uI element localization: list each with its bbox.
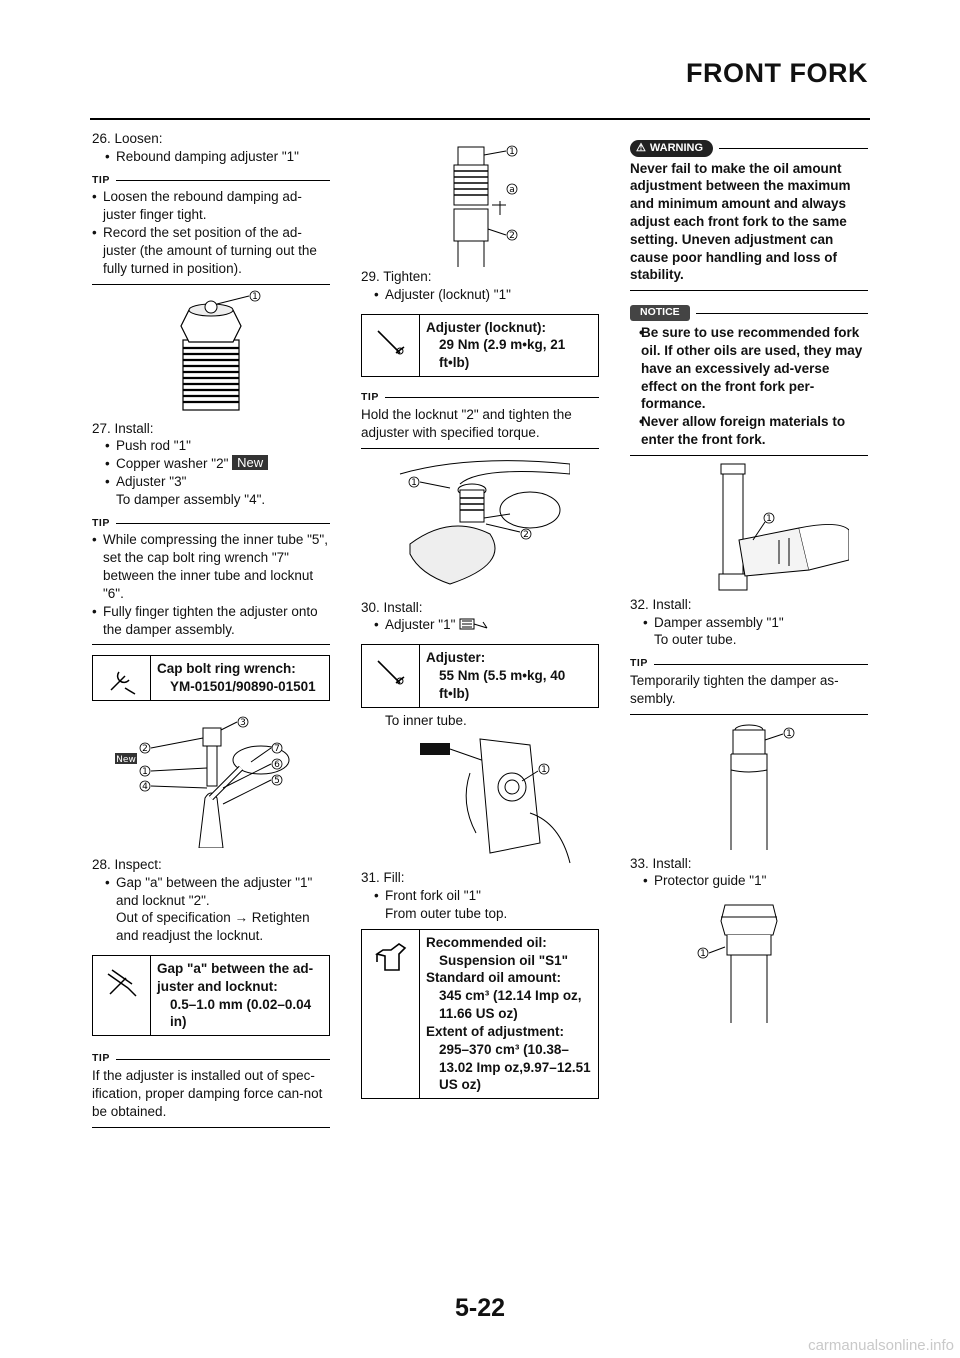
step-title: 29. Tighten: [361,269,432,284]
figure-fill-oil [630,456,868,596]
figure-damper-install [92,701,330,856]
step-bullet [96,455,330,473]
column-1 [92,130,330,1128]
warning-box [630,140,868,291]
spec-name: Adjuster: [426,650,486,666]
step-bullet: • Rebound damping adjuster "1" [96,148,330,166]
step-title: 33. Install: [630,855,692,871]
torque-wrench-icon [362,315,420,376]
step-bullet [365,616,599,634]
oil-can-icon [362,930,420,1098]
header-rule [90,118,870,120]
spec-label-amount: Standard oil amount: [426,970,561,986]
step-bullet: • Front fork oil "1" [365,887,599,905]
spec-value: 0.5–1.0 mm (0.02–0.04 in) [170,996,312,1030]
step-title: 31. Fill: [361,870,405,886]
tip-bullet: • Record the set position of the ad-juster (the amount of turning out the fully turned in position). [92,224,330,277]
spec-value: YM-01501/90890-01501 [170,679,316,695]
warning-triangle-icon: ⚠ [636,142,646,154]
step-bullet: • Adjuster (locknut) "1" [365,286,599,304]
callout-5: 5 [274,776,280,787]
spec-name: Adjuster (locknut): [426,319,546,335]
step-trailing: To outer tube. [654,632,737,648]
callout-1: 1 [700,949,706,960]
warning-label: WARNING [649,142,704,154]
spec-adjuster-box [361,644,599,707]
callout-1: 1 [252,291,258,302]
figure-tightening-locknut [361,449,599,599]
tip-box [92,1052,330,1127]
step-bullet: • Protector guide "1" [634,872,868,890]
step-30 [361,599,599,635]
step-title: 32. Install: [630,596,692,612]
tip-bullet: • Fully finger tighten the adjuster onto the damper assembly. [92,603,330,639]
column-3 [630,138,868,1030]
feeler-gauge-icon [93,956,151,1035]
callout-1: 1 [142,767,148,778]
spec-value-oil: Suspension oil "S1" [439,952,569,968]
step-title: 28. Inspect: [92,856,162,872]
figure-rebound-adjuster [92,285,330,420]
torque-wrench-icon [362,645,420,706]
wrench-icon [93,656,151,700]
step-26 [92,130,330,166]
page-title: FRONT FORK [686,58,868,88]
footer-watermark-url[interactable]: carmanualsonline.info [808,1337,954,1354]
spec-value-amount: 345 cm³ (12.14 Imp oz, 11.66 US oz) [439,988,582,1022]
tip-label: TIP [92,173,110,186]
figure-protector-guide [630,890,868,1030]
tip-text: Hold the locknut "2" and tighten the adjuster with specified torque. [361,406,572,440]
tip-text: If the adjuster is installed out of spec-ification, proper damping force can-not be obtained. [92,1068,323,1119]
tip-bullet: • While compressing the inner tube "5", set the cap bolt ring wrench "7" between the inner tube and locknut "6". [92,531,330,602]
tip-box [92,517,330,646]
callout-1: 1 [411,477,417,488]
callout-2: 2 [509,231,515,241]
spec-value: 55 Nm (5.5 m•kg, 40 ft•lb) [439,667,566,701]
new-marker-text: New [116,755,136,766]
step-31 [361,869,599,922]
tip-box [361,391,599,448]
spec-label-oil: Recommended oil: [426,934,547,950]
callout-7: 7 [274,744,280,755]
callout-4: 4 [142,782,148,793]
grease-applicator-icon [459,617,489,631]
tip-text: Temporarily tighten the damper as-sembly. [630,673,839,706]
spec-oil-box [361,929,599,1099]
page-number: 5-22 [454,1294,506,1322]
tip-label: TIP [92,516,110,529]
column-2 [361,138,599,1099]
notice-bullet: • Be sure to use recommended fork oil. If other oils are used, they may have an excessively ad-verse effect on the front fork per-formance. [630,324,868,413]
callout-1: 1 [766,513,772,524]
notice-bullet: • Never allow foreign materials to enter the front fork. [630,413,868,449]
step-bullet-text: Copper washer "2" [116,456,229,472]
notice-box [630,305,868,456]
figure-damper-assembly [630,715,868,855]
callout-2: 2 [523,529,529,540]
step-bullet: • Gap "a" between the adjuster "1" and locknut "2". [96,874,330,910]
step-trailing: To inner tube. [385,712,467,728]
warning-badge [630,140,713,157]
callout-1: 1 [541,765,547,776]
step-33 [630,855,868,891]
step-trailing: From outer tube top. [385,906,508,922]
step-27 [92,420,330,509]
step-title: 26. Loosen: [92,131,163,146]
callout-a: a [509,185,515,195]
spec-name: Gap "a" between the ad-juster and locknut: [157,961,314,994]
spec-value-extent: 295–370 cm³ (10.38–13.02 Imp oz,9.97–12.51 US oz) [439,1041,591,1093]
step-bullet: • Push rod "1" [96,437,330,455]
step-28 [92,856,330,945]
spec-gap-box [92,955,330,1036]
step-trailing: To damper assembly "4". [116,491,266,507]
tip-box [92,174,330,285]
step-29 [361,268,599,304]
step-bullet: • Damper assembly "1" [634,614,868,632]
step-title: 27. Install: [92,420,154,436]
tip-label: TIP [92,1052,110,1065]
figure-install-adjuster [361,729,599,869]
warning-text: Never fail to make the oil amount adjustment between the maximum and minimum amount and always adjust each front fork to the same setting. Uneven adjustment can cause poor handling and loss of stability. [630,160,851,283]
step-title: 30. Install: [361,599,423,615]
tip-label: TIP [630,657,648,670]
spec-locknut-box [361,314,599,377]
step-bullet-text: Adjuster "1" [385,617,456,633]
new-badge: New [232,455,268,470]
callout-1: 1 [786,728,792,739]
tip-label: TIP [361,391,379,404]
spec-name: Cap bolt ring wrench: [157,661,296,677]
callout-1: 1 [509,147,515,157]
callout-3: 3 [240,718,246,729]
figure-locknut-gap [361,138,599,268]
spec-value: 29 Nm (2.9 m•kg, 21 ft•lb) [439,337,566,371]
step-bullet: • Adjuster "3" [96,473,330,491]
step-32 [630,596,868,649]
tip-bullet: • Loosen the rebound damping ad-juster finger tight. [92,188,330,224]
tip-box [630,657,868,714]
spec-label-extent: Extent of adjustment: [426,1023,565,1039]
callout-6: 6 [274,760,280,771]
notice-label: NOTICE [630,305,690,321]
spec-tool-box [92,655,330,701]
step-trailing: Out of specification → Retighten and readjust the locknut. [116,910,310,944]
callout-2: 2 [142,744,148,755]
